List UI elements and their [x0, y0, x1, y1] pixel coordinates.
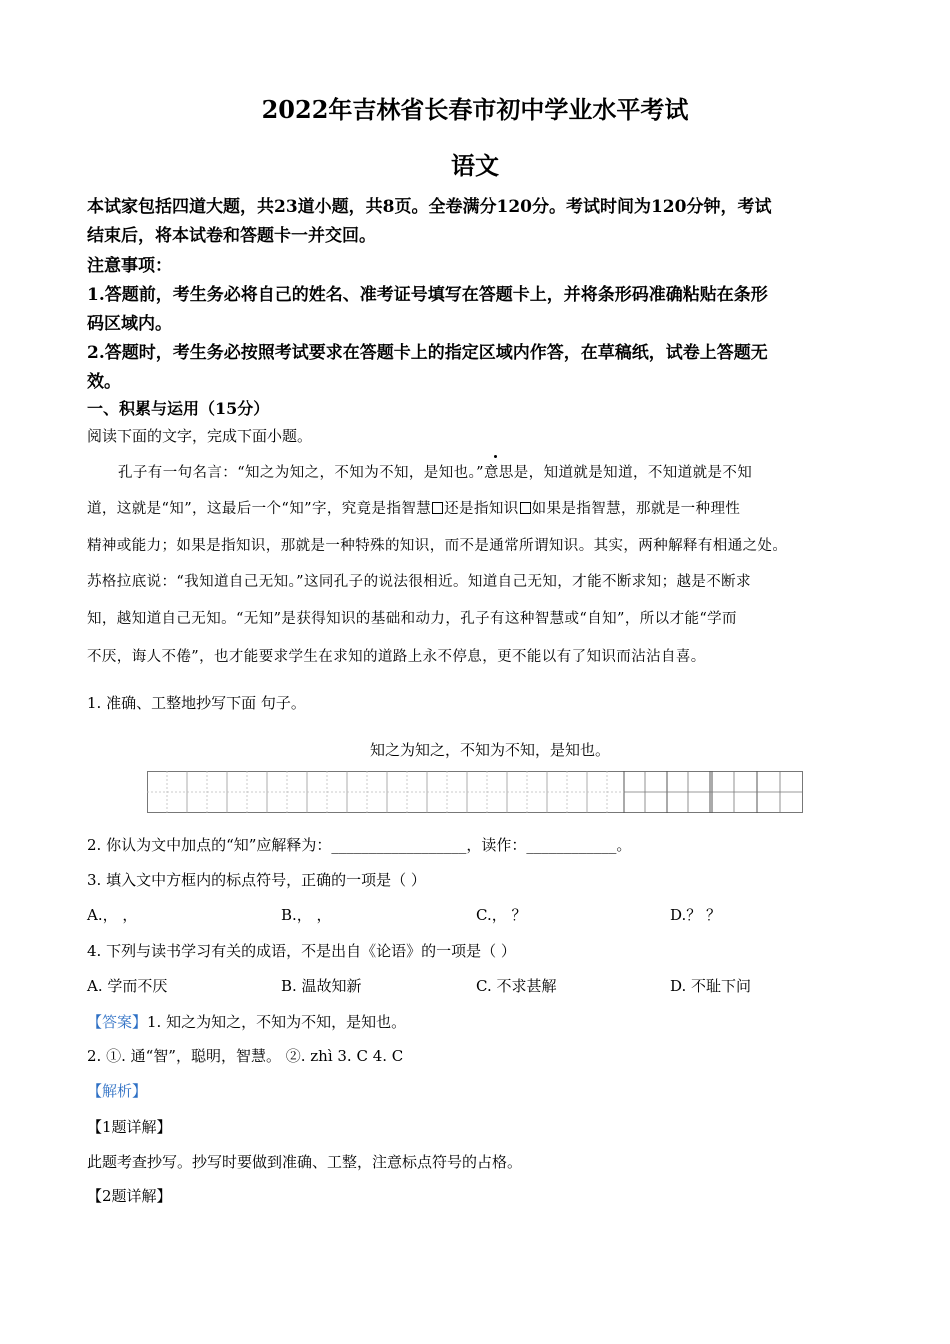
blank-box — [520, 502, 531, 514]
detail-heading-2: 【2题详解】 — [87, 1187, 172, 1205]
notice-heading: 注意事项： — [87, 256, 172, 276]
notice-item: 2.答题时，考生务必按照考试要求在答题卡上的指定区域内作答，在草稿纸，试卷上答题无 — [87, 343, 768, 363]
passage-line: 道，这就是“知”，这最后一个“知”字，究竟是指智慧 还是指知识 如果是指智慧，那就是一种理性 — [87, 501, 741, 517]
writing-grid-lines — [147, 771, 803, 813]
answer-text: 1. 知之为知之，不知为不知，是知也。 — [147, 1013, 407, 1031]
emphasis-dot — [494, 455, 497, 458]
q3-option-d[interactable]: D.？ ？ — [670, 906, 722, 924]
analysis-label: 【解析】 — [87, 1082, 148, 1100]
notice-item: 1.答题前，考生务必将自己的姓名、准考证号填写在答题卡上，并将条形码准确粘贴在条形 — [87, 285, 768, 305]
exam-title: 2022年吉林省长春市初中学业水平考试 — [261, 95, 689, 124]
subject-title: 语文 — [451, 151, 499, 180]
detail-heading-1: 【1题详解】 — [87, 1118, 172, 1136]
question-4: 4. 下列与读书学习有关的成语，不是出自《论语》的一项是（ ） — [87, 942, 516, 960]
q3-option-a[interactable]: A.， ， — [87, 906, 138, 924]
section-instruction: 阅读下面的文字，完成下面小题。 — [87, 427, 313, 445]
question-2: 2. 你认为文中加点的“知”应解释为：__________________，读作：____________。 — [87, 836, 632, 854]
q4-option-b[interactable]: B. 温故知新 — [281, 977, 362, 995]
intro-line: 结束后，将本试卷和答题卡一并交回。 — [87, 226, 376, 246]
q4-option-a[interactable]: A. 学而不厌 — [87, 977, 168, 995]
q4-option-d[interactable]: D. 不耻下问 — [670, 977, 752, 995]
answer-line — [87, 1011, 406, 1032]
copy-sentence: 知之为知之，不知为不知，是知也。 — [370, 741, 611, 759]
intro-line: 本试家包括四道大题，共23道小题，共8页。全卷满分120分。考试时间为120分钟，考试 — [87, 197, 772, 217]
passage-line: 知，越知道自己无知。“无知”是获得知识的基础和动力，孔子有这种智慧或“自知”，所以才能“学而 — [87, 611, 737, 627]
passage-line: 孔子有一句名言：“知之为知之，不知为不知，是知也。”意思是，知道就是知道，不知道就是不知 — [118, 465, 753, 481]
q3-option-b[interactable]: B.， ， — [281, 906, 332, 924]
notice-item: 码区域内。 — [87, 314, 172, 334]
answer-label: 【答案】 — [87, 1013, 148, 1031]
question-1: 1. 准确、工整地抄写下面 句子。 — [87, 694, 306, 712]
passage-line: 精神或能力；如果是指知识，那就是一种特殊的知识，而不是通常所谓知识。其实，两种解释有相通之处。 — [87, 538, 788, 554]
question-3: 3. 填入文中方框内的标点符号，正确的一项是（ ） — [87, 871, 426, 889]
writing-grid[interactable] — [147, 771, 803, 813]
passage-line: 不厌，诲人不倦”，也才能要求学生在求知的道路上永不停息，更不能以有了知识而沾沾自喜。 — [87, 649, 706, 665]
detail-text-1: 此题考查抄写。抄写时要做到准确、工整，注意标点符号的占格。 — [87, 1153, 523, 1171]
section-heading: 一、积累与运用（15分） — [87, 399, 270, 418]
blank-box — [432, 502, 443, 514]
q4-option-c[interactable]: C. 不求甚解 — [476, 977, 557, 995]
notice-item: 效。 — [87, 372, 121, 392]
answer-line-2: 2. ①. 通“智”，聪明，智慧。 ②. zhì 3. C 4. C — [87, 1047, 404, 1065]
passage-line: 苏格拉底说：“我知道自己无知。”这同孔子的说法很相近。知道自己无知，才能不断求知；越是不断求 — [87, 574, 751, 590]
q3-option-c[interactable]: C.， ？ — [476, 906, 527, 924]
